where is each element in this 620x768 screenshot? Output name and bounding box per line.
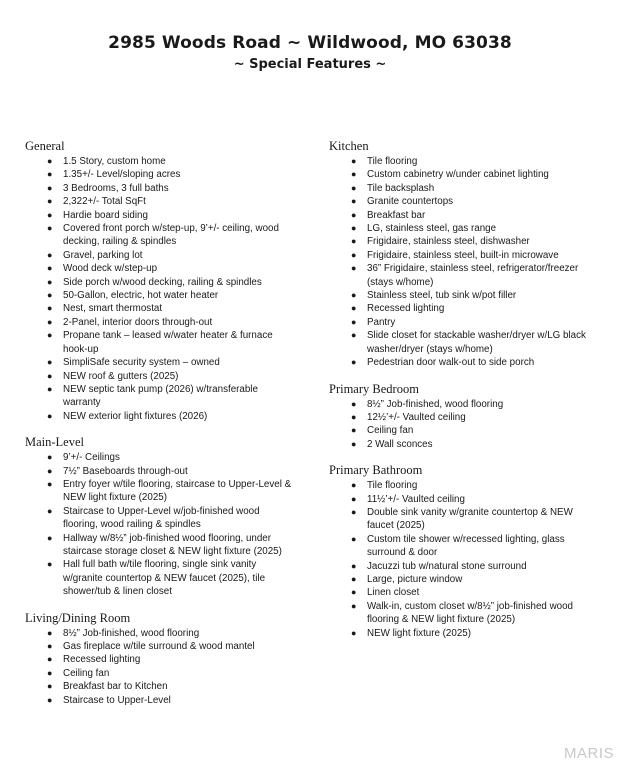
list-item: [25, 195, 295, 208]
list-item-text: 1.35+/- Level/sloping acres: [63, 169, 181, 181]
bullet-icon: ●: [351, 587, 357, 598]
section-heading: Primary Bathroom: [329, 463, 423, 478]
list-item: [25, 249, 295, 262]
bullet-icon: ●: [47, 641, 53, 651]
list-item-text: Breakfast bar to Kitchen: [63, 681, 168, 693]
list-item-text: SimpliSafe security system – owned: [63, 357, 220, 369]
list-item: [329, 262, 599, 289]
list-item: [25, 276, 295, 289]
feature-list: [329, 155, 599, 370]
document-subtitle: ~ Special Features ~: [233, 57, 387, 72]
list-item: [329, 222, 599, 235]
bullet-icon: ●: [351, 480, 357, 491]
bullet-icon: ●: [351, 209, 357, 220]
feature-list: [25, 451, 295, 598]
list-item: [329, 560, 599, 573]
list-item-text: 50-Gallon, electric, hot water heater: [63, 290, 219, 302]
list-item: [329, 289, 599, 302]
list-item-text: Pantry: [367, 316, 396, 328]
list-item: [329, 182, 599, 195]
list-item-text: Granite countertops: [367, 196, 454, 208]
list-item-text: Hardie board siding: [63, 209, 148, 221]
list-item: [25, 478, 295, 505]
list-item-text: 7½” Baseboards through-out: [63, 465, 188, 477]
list-item-text: Side porch w/wood decking, railing & spindles: [63, 276, 262, 288]
bullet-icon: ●: [47, 478, 53, 489]
section-kitchen: [329, 139, 599, 370]
list-item-text: Staircase to Upper-Level w/job-finished wood flooring, wood railing & spindles: [63, 505, 260, 531]
list-item: [25, 465, 295, 478]
list-item: [25, 694, 295, 707]
bullet-icon: ●: [47, 410, 53, 421]
list-item-text: Staircase to Upper-Level: [63, 694, 171, 706]
list-item: [329, 573, 599, 586]
bullet-icon: ●: [351, 156, 357, 166]
section-primary-bathroom: [329, 463, 599, 640]
bullet-icon: ●: [47, 532, 53, 543]
list-item: [329, 479, 599, 492]
section-heading: General: [25, 139, 65, 153]
bullet-icon: ●: [47, 156, 53, 166]
list-item-text: Walk-in, custom closet w/8½” job-finished wood flooring & NEW light fixture (2025): [367, 600, 573, 626]
section-living-dining-room: [25, 611, 295, 707]
bullet-icon: ●: [47, 681, 53, 692]
list-item-text: Frigidaire, stainless steel, built-in microwave: [367, 249, 559, 261]
maris-watermark: MARIS: [563, 745, 614, 762]
bullet-icon: ●: [47, 559, 53, 570]
bullet-icon: ●: [351, 600, 357, 611]
list-item: [329, 533, 599, 560]
list-item-text: 3 Bedrooms, 3 full baths: [63, 182, 169, 194]
list-item-text: Breakfast bar: [367, 209, 426, 221]
list-item: [25, 262, 295, 275]
bullet-icon: ●: [47, 223, 53, 234]
list-item-text: NEW light fixture (2025): [367, 627, 471, 639]
feature-list: [25, 155, 295, 423]
list-item-text: Stainless steel, tub sink w/pot filler: [367, 290, 517, 302]
list-item-text: Covered front porch w/step-up, 9’+/- ceiling, wood decking, railing & spindles: [63, 223, 279, 248]
list-item: [329, 235, 599, 248]
list-item: [329, 249, 599, 262]
bullet-icon: ●: [47, 263, 53, 274]
bullet-icon: ●: [47, 465, 53, 476]
bullet-icon: ●: [351, 533, 357, 544]
list-item-text: 8½” Job-finished, wood flooring: [63, 627, 200, 639]
bullet-icon: ●: [47, 209, 53, 220]
bullet-icon: ●: [47, 383, 53, 394]
list-item-text: NEW septic tank pump (2026) w/transferable warranty: [63, 383, 258, 409]
list-item: [329, 438, 599, 451]
list-item-text: Jacuzzi tub w/natural stone surround: [367, 560, 527, 572]
bullet-icon: ●: [351, 573, 357, 584]
bullet-icon: ●: [47, 303, 53, 314]
bullet-icon: ●: [47, 182, 53, 193]
list-item-text: Recessed lighting: [63, 654, 141, 666]
document-title: 2985 Woods Road ~ Wildwood, MO 63038: [108, 33, 512, 53]
list-item: [25, 383, 295, 410]
list-item-text: Hall full bath w/tile flooring, single sink vanity w/granite countertop & NEW faucet (2025), tile shower/tub & linen closet: [63, 559, 266, 598]
list-item-text: Gas fireplace w/tile surround & wood mantel: [63, 641, 255, 652]
section-heading: Kitchen: [329, 139, 369, 153]
bullet-icon: ●: [351, 560, 357, 571]
bullet-icon: ●: [47, 370, 53, 381]
bullet-icon: ●: [351, 627, 357, 638]
list-item: [25, 316, 295, 329]
bullet-icon: ●: [351, 196, 357, 207]
list-item-text: 2,322+/- Total SqFt: [63, 196, 146, 208]
bullet-icon: ●: [47, 290, 53, 301]
section-heading: Living/Dining Room: [25, 610, 131, 625]
bullet-icon: ●: [351, 506, 357, 517]
list-item-text: 36” Frigidaire, stainless steel, refrigerator/freezer (stays w/home): [367, 263, 579, 288]
list-item: [25, 289, 295, 302]
bullet-icon: ●: [351, 330, 357, 341]
bullet-icon: ●: [351, 290, 357, 301]
list-item: [25, 302, 295, 315]
bullet-icon: ●: [47, 357, 53, 368]
bullet-icon: ●: [351, 316, 357, 327]
bullet-icon: ●: [47, 330, 53, 341]
list-item: [25, 168, 295, 181]
bullet-icon: ●: [351, 425, 357, 436]
list-item-text: Ceiling fan: [63, 667, 110, 679]
bullet-icon: ●: [351, 411, 357, 422]
list-item-text: LG, stainless steel, gas range: [367, 223, 497, 235]
list-item-text: Linen closet: [367, 587, 420, 599]
bullet-icon: ●: [47, 276, 53, 287]
list-item-text: Wood deck w/step-up: [63, 263, 158, 275]
feature-list: [25, 627, 295, 707]
section-heading: Main-Level: [25, 435, 85, 450]
list-item: [329, 506, 599, 533]
list-item: [25, 329, 295, 356]
list-item: [329, 155, 599, 168]
list-item: [329, 356, 599, 369]
list-item-text: Double sink vanity w/granite countertop & NEW faucet (2025): [367, 506, 573, 532]
bullet-icon: ●: [351, 169, 357, 180]
list-item-text: Tile backsplash: [367, 182, 435, 194]
list-item: [329, 168, 599, 181]
list-item-text: NEW exterior light fixtures (2026): [63, 410, 208, 422]
list-item: [25, 680, 295, 693]
bullet-icon: ●: [351, 398, 357, 409]
right-column: [329, 139, 599, 652]
list-item-text: 8½” Job-finished, wood flooring: [367, 398, 504, 410]
list-item: [25, 410, 295, 423]
list-item: [25, 370, 295, 383]
list-item: [25, 505, 295, 532]
list-item: [329, 411, 599, 424]
section-main-level: [25, 435, 295, 598]
list-item-text: Gravel, parking lot: [63, 249, 143, 261]
bullet-icon: ●: [351, 249, 357, 260]
list-item-text: Ceiling fan: [367, 425, 414, 437]
list-item: [329, 302, 599, 315]
bullet-icon: ●: [47, 249, 53, 260]
bullet-icon: ●: [351, 303, 357, 314]
bullet-icon: ●: [47, 452, 53, 463]
section-primary-bedroom: [329, 382, 599, 452]
feature-list: [329, 398, 599, 452]
list-item: [25, 155, 295, 168]
list-item-text: 12½’+/- Vaulted ceiling: [367, 411, 466, 423]
list-item: [329, 493, 599, 506]
bullet-icon: ●: [351, 223, 357, 234]
list-item: [329, 424, 599, 437]
list-item: [25, 667, 295, 680]
list-item: [329, 329, 599, 356]
list-item: [329, 600, 599, 627]
section-general: [25, 139, 295, 423]
list-item-text: Recessed lighting: [367, 303, 445, 315]
bullet-icon: ●: [47, 169, 53, 180]
list-item-text: NEW roof & gutters (2025): [63, 370, 179, 382]
list-item: [329, 398, 599, 411]
list-item-text: 11½’+/- Vaulted ceiling: [367, 493, 465, 505]
list-item: [329, 195, 599, 208]
list-item: [329, 209, 599, 222]
list-item-text: Large, picture window: [367, 573, 463, 585]
list-item: [329, 316, 599, 329]
list-item-text: Frigidaire, stainless steel, dishwasher: [367, 236, 530, 248]
list-item-text: 2 Wall sconces: [367, 438, 433, 450]
feature-list: [329, 479, 599, 640]
bullet-icon: ●: [47, 694, 53, 705]
list-item: [25, 451, 295, 464]
bullet-icon: ●: [351, 357, 357, 368]
list-item-text: Custom cabinetry w/under cabinet lighting: [367, 169, 549, 181]
left-column: [25, 139, 295, 719]
bullet-icon: ●: [351, 263, 357, 274]
list-item-text: Nest, smart thermostat: [63, 303, 163, 315]
list-item: [25, 182, 295, 195]
list-item-text: Propane tank – leased w/water heater & furnace hook-up: [63, 330, 273, 355]
list-item: [25, 356, 295, 369]
list-item-text: Tile flooring: [367, 480, 418, 492]
bullet-icon: ●: [47, 654, 53, 665]
list-item: [329, 627, 599, 640]
list-item: [25, 627, 295, 640]
list-item-text: Custom tile shower w/recessed lighting, glass surround & door: [367, 533, 565, 559]
list-item-text: Pedestrian door walk-out to side porch: [367, 357, 535, 369]
list-item: [25, 558, 295, 598]
list-item-text: Entry foyer w/tile flooring, staircase to Upper-Level & NEW light fixture (2025): [63, 478, 292, 504]
bullet-icon: ●: [47, 505, 53, 516]
list-item: [25, 209, 295, 222]
list-item: [329, 586, 599, 599]
list-item: [25, 653, 295, 666]
bullet-icon: ●: [351, 438, 357, 449]
bullet-icon: ●: [47, 627, 53, 638]
list-item-text: Tile flooring: [367, 156, 418, 167]
bullet-icon: ●: [47, 196, 53, 207]
list-item: [25, 640, 295, 653]
list-item-text: 2-Panel, interior doors through-out: [63, 316, 213, 328]
list-item-text: 1.5 Story, custom home: [63, 156, 166, 167]
list-item-text: Slide closet for stackable washer/dryer w/LG black washer/dryer (stays w/home): [367, 330, 586, 355]
list-item: [25, 222, 295, 249]
section-heading: Primary Bedroom: [329, 381, 419, 396]
list-item: [25, 532, 295, 559]
bullet-icon: ●: [47, 667, 53, 678]
bullet-icon: ●: [47, 316, 53, 327]
list-item-text: Hallway w/8½” job-finished wood flooring, under staircase storage closet & NEW light fixture (2025): [63, 532, 282, 557]
list-item-text: 9’+/- Ceilings: [63, 452, 120, 464]
bullet-icon: ●: [351, 182, 357, 193]
bullet-icon: ●: [351, 236, 357, 247]
bullet-icon: ●: [351, 493, 357, 504]
